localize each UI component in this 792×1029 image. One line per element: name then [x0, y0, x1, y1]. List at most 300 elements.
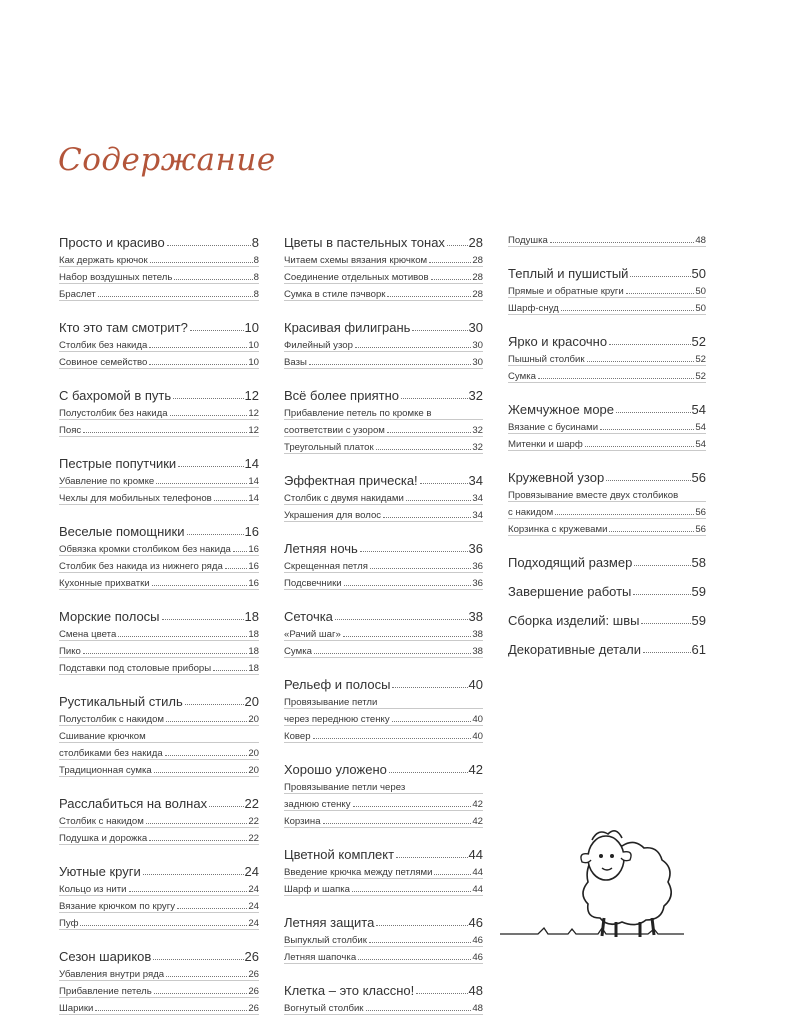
toc-entry-title: Провязывание петли — [284, 697, 378, 709]
toc-entry-title: Завершение работы — [508, 584, 632, 599]
toc-section — [59, 689, 259, 777]
page-number: 16 — [248, 544, 259, 556]
toc-section-heading — [508, 329, 706, 348]
page-number: 40 — [472, 714, 483, 726]
toc-entry-title: Летняя защита — [284, 915, 375, 930]
dot-leader — [396, 857, 467, 858]
dot-leader — [609, 344, 690, 345]
page-number: 12 — [244, 388, 259, 403]
toc-entry — [59, 981, 259, 998]
toc-entry-title: Убавления внутри ряда — [59, 969, 165, 981]
toc-entry — [508, 417, 706, 434]
page-number: 44 — [472, 867, 483, 879]
dot-leader — [80, 925, 247, 926]
toc-entry — [508, 502, 706, 519]
toc-section — [508, 261, 706, 315]
toc-entry-title: Вазы — [284, 357, 307, 369]
toc-entry — [284, 930, 483, 947]
dot-leader — [313, 738, 472, 739]
toc-entry-title: Шарф-снуд — [508, 303, 559, 315]
toc-entry-title: Совиное семейство — [59, 357, 148, 369]
toc-entry — [59, 828, 259, 845]
toc-entry-title: Ковер — [284, 731, 311, 743]
dot-leader — [416, 993, 467, 994]
toc-entry-title: Сумка — [284, 646, 312, 658]
toc-entry — [59, 913, 259, 930]
dot-leader — [170, 415, 248, 416]
toc-entry-title: Сезон шариков — [59, 949, 152, 964]
page-number: 30 — [468, 320, 483, 335]
toc-entry-title: Ярко и красочно — [508, 334, 608, 349]
dot-leader — [149, 347, 247, 348]
toc-entry-title: Вогнутый столбик — [284, 1003, 364, 1015]
toc-entry-title: Провязывание вместе двух столбиков — [508, 490, 679, 502]
toc-section-heading — [59, 689, 259, 708]
toc-entry-title: Набор воздушных петель — [59, 272, 173, 284]
toc-section-heading — [59, 791, 259, 810]
toc-section — [59, 230, 259, 301]
toc-entry-title: Пуф — [59, 918, 79, 930]
dot-leader — [369, 942, 471, 943]
toc-entry-title: Рельеф и полосы — [284, 677, 391, 692]
toc-section — [284, 468, 483, 522]
page-number: 50 — [691, 266, 706, 281]
page-number: 32 — [472, 425, 483, 437]
toc-entry-title: Убавление по кромке — [59, 476, 155, 488]
toc-entry-title: Подставки под столовые приборы — [59, 663, 212, 675]
toc-entry — [59, 420, 259, 437]
toc-entry-title: столбиками без накида — [59, 748, 163, 760]
page-number: 54 — [695, 422, 706, 434]
page-number: 12 — [248, 408, 259, 420]
dot-leader — [167, 245, 251, 246]
dot-leader — [358, 959, 471, 960]
dot-leader — [83, 432, 247, 433]
toc-entry-title: Эффектная прическа! — [284, 473, 418, 488]
page-number: 48 — [468, 983, 483, 998]
page-number: 28 — [472, 255, 483, 267]
dot-leader — [343, 636, 472, 637]
dot-leader — [187, 534, 244, 535]
page-number: 16 — [248, 561, 259, 573]
toc-section-heading — [59, 859, 259, 878]
toc-entry — [284, 573, 483, 590]
page-number: 22 — [248, 816, 259, 828]
toc-section — [284, 604, 483, 658]
toc-column-3 — [508, 230, 706, 666]
dot-leader — [360, 551, 468, 552]
page-number: 10 — [248, 357, 259, 369]
page-number: 10 — [244, 320, 259, 335]
toc-entry — [59, 811, 259, 828]
toc-entry — [508, 485, 706, 502]
toc-entry — [59, 488, 259, 505]
toc-entry — [284, 624, 483, 641]
toc-entry-title: Шарики — [59, 1003, 94, 1015]
page-number: 8 — [253, 255, 259, 267]
toc-section-heading — [284, 910, 483, 929]
page-number: 40 — [472, 731, 483, 743]
toc-entry-title: Подушка и дорожка — [59, 833, 148, 845]
page-number: 48 — [695, 235, 706, 247]
toc-entry-title: соответствии с узором — [284, 425, 385, 437]
dot-leader — [600, 429, 694, 430]
page-number: 30 — [472, 340, 483, 352]
toc-entry — [284, 879, 483, 896]
page-number: 22 — [244, 796, 259, 811]
dot-leader — [555, 514, 694, 515]
toc-entry-title: Традиционная сумка — [59, 765, 152, 777]
dot-leader — [561, 310, 695, 311]
page-number: 14 — [248, 476, 259, 488]
dot-leader — [95, 1010, 247, 1011]
toc-section — [508, 608, 706, 627]
toc-section — [59, 383, 259, 437]
toc-section-heading — [508, 261, 706, 280]
page-number: 38 — [468, 609, 483, 624]
toc-section-heading — [508, 637, 706, 656]
toc-entry — [59, 998, 259, 1015]
page-number: 46 — [472, 935, 483, 947]
toc-entry — [284, 709, 483, 726]
toc-entry-title: Выпуклый столбик — [284, 935, 367, 947]
page-number: 52 — [695, 354, 706, 366]
toc-entry-title: Расслабиться на волнах — [59, 796, 208, 811]
dot-leader — [538, 378, 694, 379]
page-number: 20 — [248, 714, 259, 726]
toc-section-heading — [284, 536, 483, 555]
dot-leader — [149, 364, 247, 365]
dot-leader — [355, 347, 471, 348]
dot-leader — [309, 364, 471, 365]
toc-entry-title: «Рачий шаг» — [284, 629, 341, 641]
toc-section — [284, 672, 483, 743]
dot-leader — [335, 619, 468, 620]
toc-section — [284, 842, 483, 896]
dot-leader — [630, 276, 690, 277]
toc-entry-title: Столбик с накидом — [59, 816, 144, 828]
toc-section — [284, 315, 483, 369]
toc-section — [284, 757, 483, 828]
dot-leader — [376, 925, 467, 926]
toc-entry — [59, 726, 259, 743]
toc-entry-title: Прямые и обратные круги — [508, 286, 624, 298]
page-number: 26 — [248, 986, 259, 998]
toc-entry-title: Читаем схемы вязания крючком — [284, 255, 428, 267]
page-number: 26 — [248, 1003, 259, 1015]
toc-entry — [508, 281, 706, 298]
toc-section-heading — [284, 468, 483, 487]
page-number: 20 — [248, 765, 259, 777]
toc-section-heading — [284, 604, 483, 623]
toc-entry — [284, 692, 483, 709]
dot-leader — [152, 585, 248, 586]
page-number: 20 — [248, 748, 259, 760]
page-number: 34 — [468, 473, 483, 488]
toc-section — [508, 230, 706, 247]
toc-entry-title: Всё более приятно — [284, 388, 399, 403]
page-number: 22 — [248, 833, 259, 845]
toc-entry — [508, 349, 706, 366]
page-number: 14 — [244, 456, 259, 471]
toc-entry-title: Прибавление петель по кромке в — [284, 408, 432, 420]
toc-entry-title: Пико — [59, 646, 81, 658]
dot-leader — [118, 636, 247, 637]
toc-entry-title: Сеточка — [284, 609, 333, 624]
dot-leader — [383, 517, 471, 518]
toc-entry-title: Клетка – это классно! — [284, 983, 415, 998]
page-number: 52 — [695, 371, 706, 383]
toc-entry-title: Подушка — [508, 235, 548, 247]
toc-entry — [59, 896, 259, 913]
toc-entry — [59, 556, 259, 573]
dot-leader — [149, 840, 247, 841]
toc-entry — [59, 879, 259, 896]
toc-section-heading — [284, 757, 483, 776]
toc-entry-title: Скрещенная петля — [284, 561, 368, 573]
toc-entry — [59, 641, 259, 658]
toc-entry-title: Кухонные прихватки — [59, 578, 150, 590]
toc-entry-title: Хорошо уложено — [284, 762, 387, 777]
toc-entry-title: Как держать крючок — [59, 255, 148, 267]
toc-entry-title: Морские полосы — [59, 609, 160, 624]
page-number: 14 — [248, 493, 259, 505]
toc-entry-title: с накидом — [508, 507, 554, 519]
page-number: 42 — [472, 799, 483, 811]
toc-entry-title: С бахромой в путь — [59, 388, 172, 403]
toc-entry-title: Корзина — [284, 816, 321, 828]
page-number: 28 — [472, 289, 483, 301]
toc-entry-title: Пышный столбик — [508, 354, 585, 366]
page-number: 52 — [691, 334, 706, 349]
toc-entry — [284, 726, 483, 743]
toc-section — [59, 451, 259, 505]
toc-entry-title: Митенки и шарф — [508, 439, 583, 451]
toc-section — [59, 859, 259, 930]
page-number: 8 — [251, 235, 259, 250]
toc-column-1 — [59, 230, 259, 1029]
toc-section-heading — [59, 944, 259, 963]
toc-entry — [284, 505, 483, 522]
page-number: 40 — [468, 677, 483, 692]
toc-entry-title: Сумка в стиле пэчворк — [284, 289, 386, 301]
toc-section-heading — [59, 315, 259, 334]
page-number: 56 — [691, 470, 706, 485]
toc-section — [284, 978, 483, 1015]
dot-leader — [314, 653, 471, 654]
page-number: 28 — [468, 235, 483, 250]
toc-entry — [284, 267, 483, 284]
toc-entry-title: Просто и красиво — [59, 235, 165, 250]
toc-section — [59, 944, 259, 1015]
dot-leader — [370, 568, 471, 569]
toc-section-heading — [508, 397, 706, 416]
toc-entry-title: Красивая филигрань — [284, 320, 411, 335]
toc-section-heading — [284, 230, 483, 249]
page-number: 16 — [248, 578, 259, 590]
dot-leader — [447, 245, 468, 246]
toc-section — [508, 637, 706, 656]
toc-entry-title: Кольцо из нити — [59, 884, 127, 896]
toc-entry — [284, 437, 483, 454]
toc-entry-title: через переднюю стенку — [284, 714, 390, 726]
page-number: 20 — [244, 694, 259, 709]
toc-entry — [284, 862, 483, 879]
dot-leader — [177, 908, 247, 909]
toc-entry-title: Сшивание крючком — [59, 731, 146, 743]
dot-leader — [392, 687, 467, 688]
page-number: 59 — [691, 613, 706, 628]
toc-entry — [284, 488, 483, 505]
toc-section — [59, 315, 259, 369]
page-number: 59 — [691, 584, 706, 599]
dot-leader — [166, 976, 247, 977]
page-number: 24 — [248, 901, 259, 913]
toc-entry-title: Украшения для волос — [284, 510, 382, 522]
toc-entry — [508, 366, 706, 383]
page-number: 48 — [472, 1003, 483, 1015]
toc-section — [284, 536, 483, 590]
page-number: 42 — [472, 816, 483, 828]
toc-entry-title: Соединение отдельных мотивов — [284, 272, 429, 284]
toc-section-heading — [59, 230, 259, 249]
toc-entry-title: Треугольный платок — [284, 442, 374, 454]
toc-entry-title: Шарф и шапка — [284, 884, 351, 896]
toc-entry-title: Цветной комплект — [284, 847, 395, 862]
toc-section-heading — [59, 604, 259, 623]
dot-leader — [150, 262, 253, 263]
toc-entry-title: Полустолбик с накидом — [59, 714, 165, 726]
toc-entry — [284, 556, 483, 573]
dot-leader — [429, 262, 471, 263]
toc-section-heading — [284, 672, 483, 691]
dot-leader — [387, 296, 471, 297]
page-number: 46 — [468, 915, 483, 930]
dot-leader — [352, 891, 471, 892]
page-number: 32 — [468, 388, 483, 403]
page-number: 50 — [695, 303, 706, 315]
toc-entry — [284, 777, 483, 794]
toc-section — [508, 579, 706, 598]
page-number: 46 — [472, 952, 483, 964]
dot-leader — [434, 874, 471, 875]
toc-entry-title: Жемчужное море — [508, 402, 615, 417]
page-number: 26 — [244, 949, 259, 964]
page-number: 38 — [472, 646, 483, 658]
toc-section-heading — [59, 383, 259, 402]
page-number: 38 — [472, 629, 483, 641]
dot-leader — [165, 755, 248, 756]
page-number: 24 — [248, 918, 259, 930]
toc-entry-title: Летняя шапочка — [284, 952, 357, 964]
page-number: 10 — [248, 340, 259, 352]
toc-section-heading — [59, 451, 259, 470]
dot-leader — [609, 531, 694, 532]
page-number: 36 — [472, 578, 483, 590]
dot-leader — [154, 772, 248, 773]
page-number: 18 — [248, 629, 259, 641]
dot-leader — [323, 823, 472, 824]
toc-entry-title: Вязание крючком по кругу — [59, 901, 176, 913]
dot-leader — [616, 412, 691, 413]
toc-section — [508, 329, 706, 383]
dot-leader — [174, 279, 252, 280]
sheep-illustration — [498, 818, 686, 948]
toc-entry — [59, 658, 259, 675]
toc-entry-title: Введение крючка между петлями — [284, 867, 433, 879]
dot-leader — [214, 500, 248, 501]
toc-entry — [284, 284, 483, 301]
dot-leader — [178, 466, 243, 467]
toc-entry — [284, 998, 483, 1015]
toc-entry-title: Браслет — [59, 289, 96, 301]
toc-entry-title: Провязывание петли через — [284, 782, 406, 794]
page-number: 24 — [244, 864, 259, 879]
page-number: 8 — [253, 289, 259, 301]
toc-entry-title: Столбик без накида — [59, 340, 148, 352]
toc-section-heading — [284, 978, 483, 997]
page-number: 56 — [695, 524, 706, 536]
toc-entry-title: заднюю стенку — [284, 799, 351, 811]
dot-leader — [412, 330, 467, 331]
toc-entry-title: Веселые помощники — [59, 524, 185, 539]
dot-leader — [633, 594, 690, 595]
dot-leader — [98, 296, 253, 297]
toc-section — [508, 397, 706, 451]
toc-section-heading — [59, 519, 259, 538]
dot-leader — [162, 619, 244, 620]
dot-leader — [401, 398, 468, 399]
toc-entry-title: Прибавление петель — [59, 986, 152, 998]
toc-entry — [59, 352, 259, 369]
page-number: 12 — [248, 425, 259, 437]
page-number: 44 — [468, 847, 483, 862]
toc-entry — [59, 403, 259, 420]
dot-leader — [190, 330, 244, 331]
dot-leader — [634, 565, 690, 566]
toc-entry — [508, 298, 706, 315]
toc-entry — [508, 519, 706, 536]
toc-section — [508, 550, 706, 569]
toc-entry — [59, 267, 259, 284]
dot-leader — [376, 449, 472, 450]
toc-section-heading — [508, 608, 706, 627]
dot-leader — [166, 721, 247, 722]
dot-leader — [233, 551, 247, 552]
toc-entry — [59, 964, 259, 981]
dot-leader — [641, 623, 690, 624]
toc-entry-title: Пояс — [59, 425, 82, 437]
page-number: 16 — [244, 524, 259, 539]
dot-leader — [387, 432, 471, 433]
toc-entry — [59, 335, 259, 352]
toc-section-heading — [284, 842, 483, 861]
toc-section — [284, 383, 483, 454]
toc-section — [59, 519, 259, 590]
toc-entry-title: Рустикальный стиль — [59, 694, 183, 709]
dot-leader — [154, 993, 248, 994]
toc-entry-title: Смена цвета — [59, 629, 117, 641]
toc-section — [284, 910, 483, 964]
toc-entry-title: Корзинка с кружевами — [508, 524, 608, 536]
toc-entry-title: Цветы в пастельных тонах — [284, 235, 445, 250]
page-number: 28 — [472, 272, 483, 284]
page-number: 24 — [248, 884, 259, 896]
toc-section-heading — [284, 315, 483, 334]
toc-entry — [508, 434, 706, 451]
toc-entry — [284, 335, 483, 352]
dot-leader — [420, 483, 468, 484]
